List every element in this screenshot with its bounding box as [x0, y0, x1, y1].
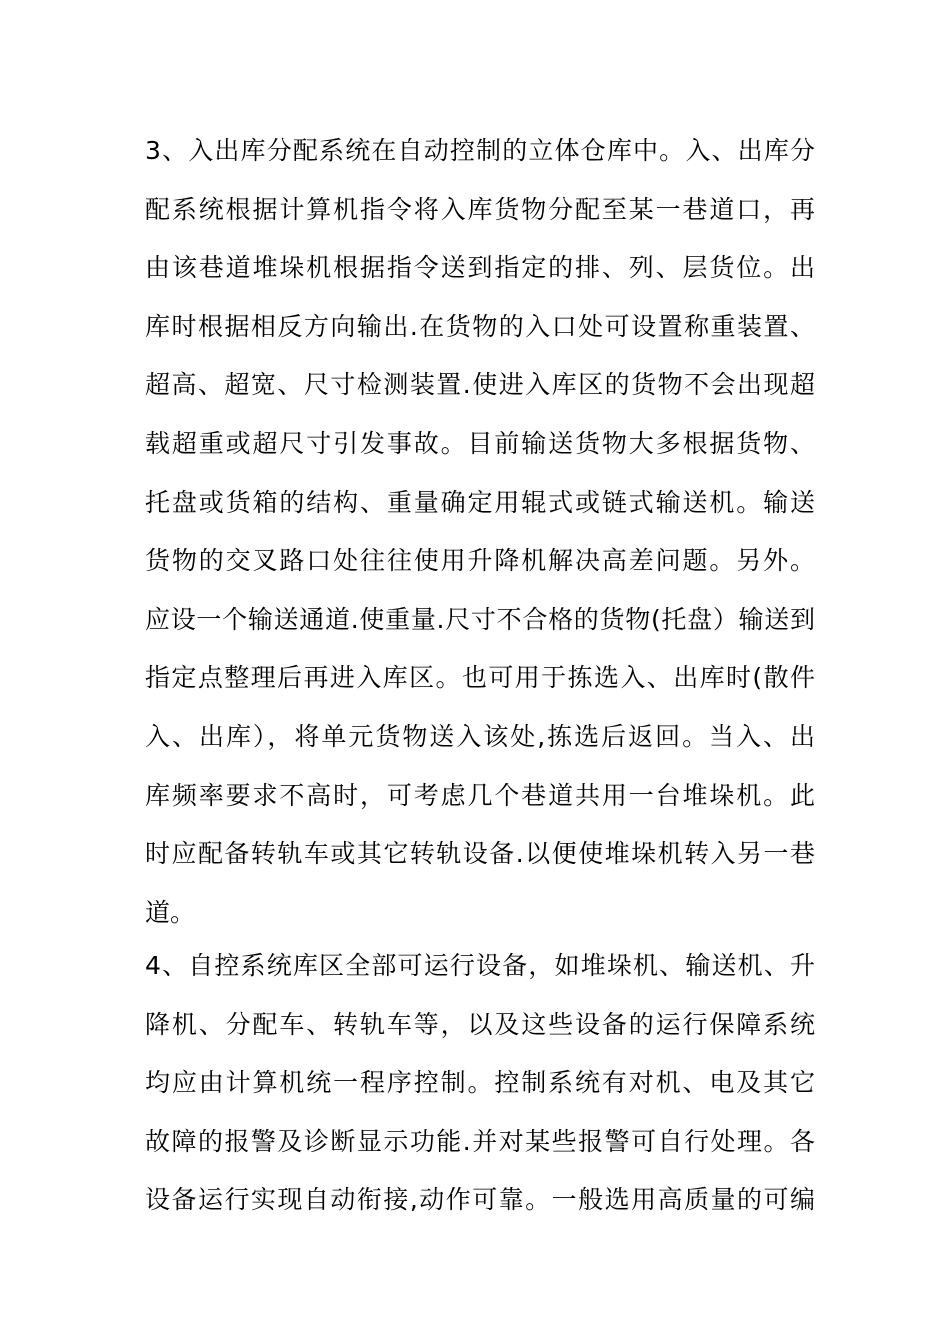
- paragraph-4: [145, 937, 815, 1230]
- text-line: 3、入出库分配系统在自动控制的立体仓库中。入、出库分: [145, 136, 815, 165]
- text-line: 道。: [145, 897, 196, 927]
- text-line: 故障的报警及诊断显示功能.并对某些报警可自行处理。各: [145, 1126, 815, 1156]
- text-line: 托盘或货箱的结构、重量确定用辊式或链式输送机。输送: [145, 487, 815, 517]
- text-line: 货物的交叉路口处往往使用升降机解决高差问题。另外。: [145, 546, 815, 576]
- text-line: 时应配备转轨车或其它转轨设备.以便使堆垛机转入另一巷: [145, 839, 815, 869]
- text-line: 库时根据相反方向输出.在货物的入口处可设置称重装置、: [145, 311, 815, 341]
- text-line: 均应由计算机统一程序控制。控制系统有对机、电及其它: [145, 1068, 815, 1098]
- text-line: 4、自控系统库区全部可运行设备，如堆垛机、输送机、升: [145, 951, 815, 980]
- text-line: 配系统根据计算机指令将入库货物分配至某一巷道口，再: [145, 194, 815, 224]
- text-line: 库频率要求不高时，可考虑几个巷道共用一台堆垛机。此: [145, 780, 815, 810]
- text-line: 降机、分配车、转轨车等，以及这些设备的运行保障系统: [145, 1009, 815, 1039]
- text-line: 载超重或超尺寸引发事故。目前输送货物大多根据货物、: [145, 428, 815, 458]
- text-line: 超高、超宽、尺寸检测装置.使进入库区的货物不会出现超: [145, 370, 815, 400]
- text-line: 指定点整理后再进入库区。也可用于拣选入、出库时(散件: [145, 663, 815, 693]
- text-line: 入、出库），将单元货物送入该处,拣选后返回。当入、出: [145, 721, 815, 751]
- text-line: 由该巷道堆垛机根据指令送到指定的排、列、层货位。出: [145, 253, 815, 283]
- paragraph-3: [145, 122, 815, 942]
- text-line: 设备运行实现自动衔接,动作可靠。一般选用高质量的可编: [145, 1185, 815, 1215]
- text-line: 应设一个输送通道.使重量.尺寸不合格的货物(托盘）输送到: [145, 604, 815, 634]
